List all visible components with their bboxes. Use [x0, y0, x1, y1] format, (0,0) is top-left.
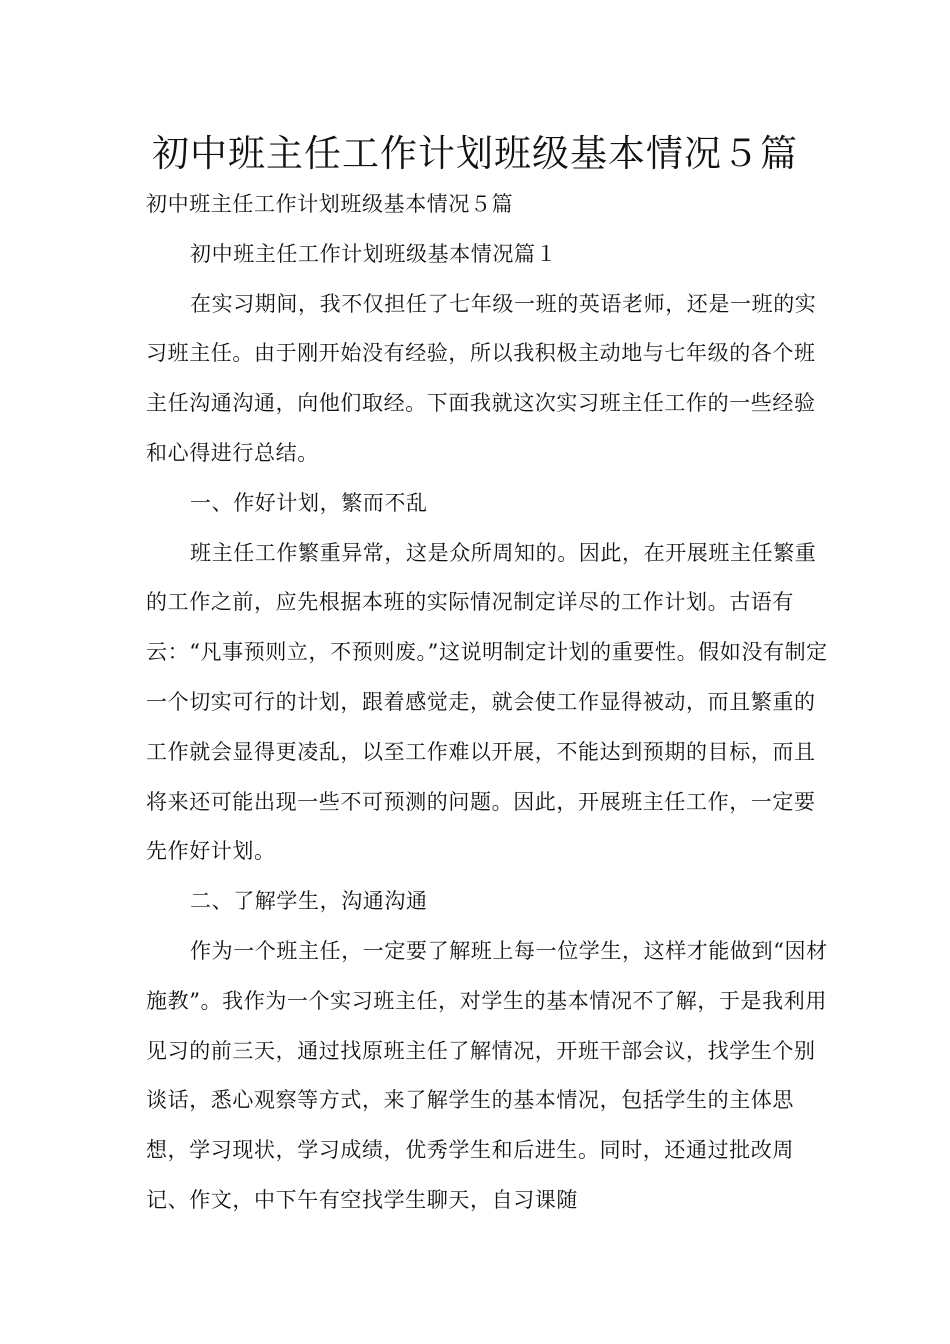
document-subtitle: 初中班主任工作计划班级基本情况５篇	[146, 192, 514, 216]
section-heading: 初中班主任工作计划班级基本情况篇１	[190, 241, 558, 266]
subheading-plan: 一、作好计划，繁而不乱	[190, 490, 428, 515]
document-body	[146, 180, 836, 1226]
paragraph-plan: 班主任工作繁重异常，这是众所周知的。因此，在开展班主任繁重的工作之前，应先根据本班的实际情况制定详尽的工作计划。古语有云：“凡事预则立，不预则废。”这说明制定计划的重要性。假如没有制定一个切实可行的计划，跟着感觉走，就会使工作显得被动，而且繁重的工作就会显得更凌乱，以至工作难以开展，不能达到预期的目标，而且将来还可能出现一些不可预测的问题。因此，开展班主任工作，一定要先作好计划。	[146, 540, 828, 864]
paragraph-intro: 在实习期间，我不仅担任了七年级一班的英语老师，还是一班的实习班主任。由于刚开始没有经验，所以我积极主动地与七年级的各个班主任沟通沟通，向他们取经。下面我就这次实习班主任工作的一些经验和心得进行总结。	[146, 291, 817, 465]
document-title: 初中班主任工作计划班级基本情况５篇	[152, 132, 798, 175]
subheading-understand-students: 二、了解学生，沟通沟通	[190, 889, 428, 914]
paragraph-understand-students: 作为一个班主任，一定要了解班上每一位学生，这样才能做到“因材施教”。我作为一个实习班主任，对学生的基本情况不了解，于是我利用见习的前三天，通过找原班主任了解情况，开班干部会议，找学生个别谈话，悉心观察等方式，来了解学生的基本情况，包括学生的主体思想，学习现状，学习成绩，优秀学生和后进生。同时，还通过批改周记、作文，中下午有空找学生聊天，自习课随	[146, 938, 828, 1212]
